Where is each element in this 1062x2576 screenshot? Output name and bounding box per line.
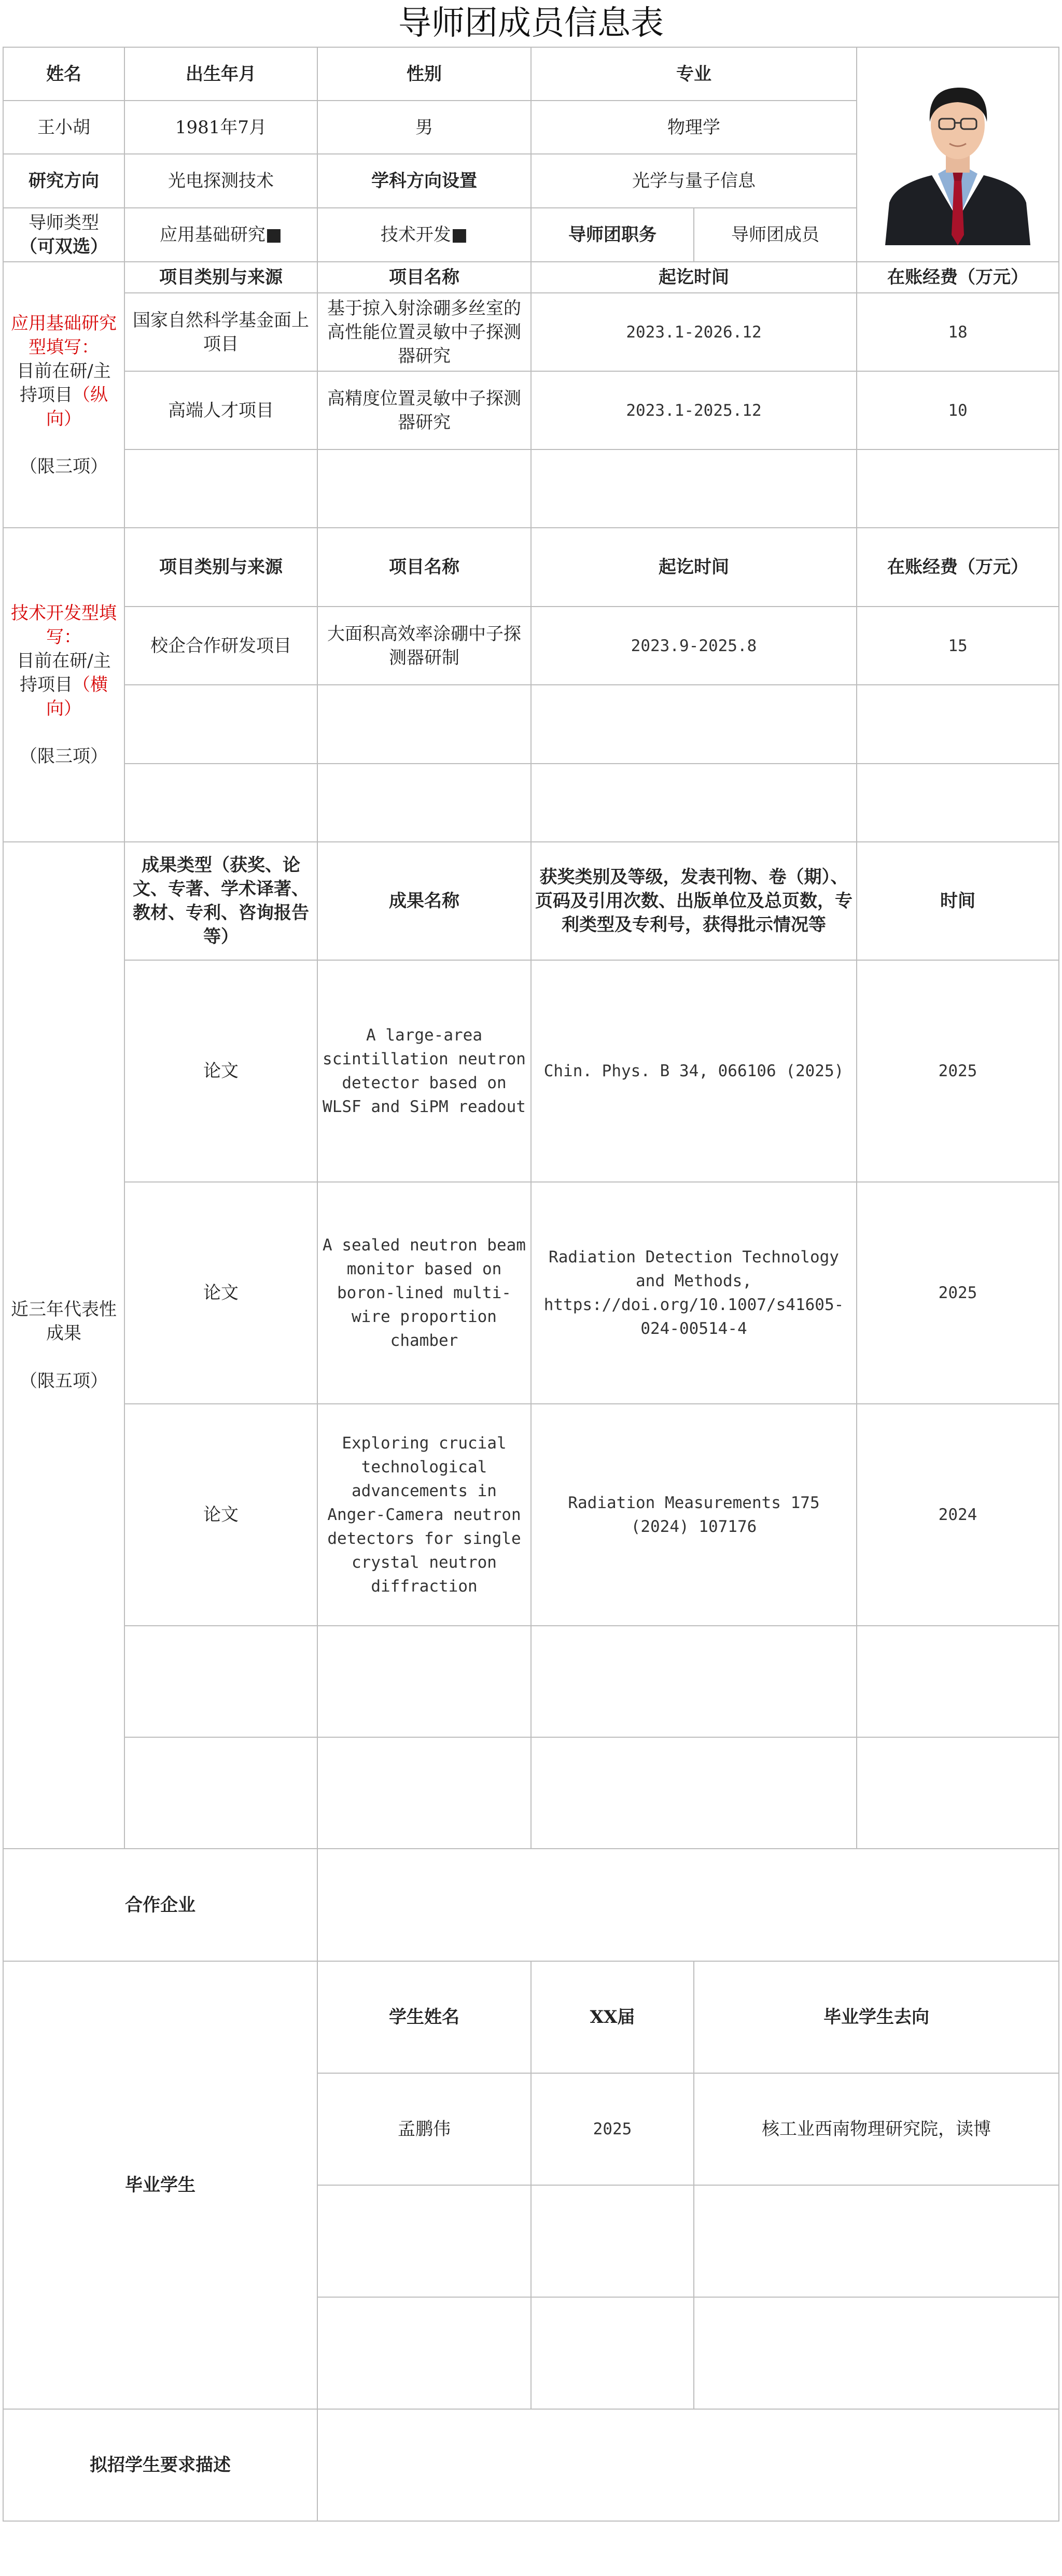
applied-col-funding: 在账经费（万元）: [857, 262, 1059, 293]
table-row-empty: [3, 1737, 1059, 1849]
achv-type: 论文: [124, 1404, 317, 1626]
gender-header: 性别: [317, 47, 531, 101]
mentor-type-note: （可双选）: [20, 236, 108, 257]
tech-col-funding: 在账经费（万元）: [857, 528, 1059, 607]
achv-name: Exploring crucial technological advancements in Anger-Camera neutron detectors for single crystal neutron diffraction: [317, 1404, 531, 1626]
discipline-header: 学科方向设置: [317, 154, 531, 208]
table-row-empty: [3, 1626, 1059, 1737]
grad-destination: 核工业西南物理研究院，读博: [694, 2073, 1059, 2185]
applied-period: 2023.1-2026.12: [531, 293, 857, 371]
role-value: 导师团成员: [694, 208, 857, 262]
table-row: [3, 960, 1059, 1182]
tech-col-name: 项目名称: [317, 528, 531, 607]
achv-type: 论文: [124, 960, 317, 1182]
table-row-empty: [3, 764, 1059, 842]
research-header: 研究方向: [3, 154, 124, 208]
applied-name: 高精度位置灵敏中子探测器研究: [317, 371, 531, 449]
graduates-label: 毕业学生: [3, 1961, 317, 2409]
applied-name: 基于掠入射涂硼多丝室的高性能位置灵敏中子探测器研究: [317, 293, 531, 371]
table-row: [3, 293, 1059, 371]
applied-section-label: 应用基础研究 型填写： 目前在研/主 持项目（纵 向） （限三项）: [3, 262, 124, 528]
birth-value: 1981年7月: [124, 101, 317, 154]
mentor-type-label: 导师类型: [29, 213, 99, 233]
grad-name: 孟鹏伟: [317, 2073, 531, 2185]
achv-time: 2024: [857, 1404, 1059, 1626]
achv-col-name: 成果名称: [317, 842, 531, 960]
applied-col-period: 起讫时间: [531, 262, 857, 293]
grad-year: 2025: [531, 2073, 694, 2185]
achv-name: A sealed neutron beam monitor based on boron-lined multi-wire proportion chamber: [317, 1182, 531, 1404]
achv-col-time: 时间: [857, 842, 1059, 960]
portrait-photo-cell: [857, 47, 1059, 262]
tech-section-label: 技术开发型填 写： 目前在研/主 持项目（横 向） （限三项）: [3, 528, 124, 842]
achv-type: 论文: [124, 1182, 317, 1404]
table-row-empty: [3, 449, 1059, 528]
research-value: 光电探测技术: [124, 154, 317, 208]
gender-value: 男: [317, 101, 531, 154]
cooperation-value: [317, 1849, 1059, 1961]
table-row: [3, 1182, 1059, 1404]
requirements-label: 拟招学生要求描述: [3, 2409, 317, 2521]
achv-details: Radiation Measurements 175 (2024) 107176: [531, 1404, 857, 1626]
applied-period: 2023.1-2025.12: [531, 371, 857, 449]
tech-period: 2023.9-2025.8: [531, 607, 857, 685]
major-value: 物理学: [531, 101, 857, 154]
applied-source: 高端人才项目: [124, 371, 317, 449]
discipline-value: 光学与量子信息: [531, 154, 857, 208]
requirements-value: [317, 2409, 1059, 2521]
tech-col-source: 项目类别与来源: [124, 528, 317, 607]
table-row: [3, 371, 1059, 449]
grad-col-name: 学生姓名: [317, 1961, 531, 2073]
table-row-empty: [3, 685, 1059, 764]
applied-funding: 18: [857, 293, 1059, 371]
mentor-type-header: [3, 208, 124, 262]
achv-details: Chin. Phys. B 34, 066106 (2025): [531, 960, 857, 1182]
table-row: [3, 1404, 1059, 1626]
achv-col-details: 获奖类别及等级，发表刊物、卷（期）、页码及引用次数、出版单位及总页数，专利类型及专利号，获得批示情况等: [531, 842, 857, 960]
mentor-info-table: [3, 47, 1059, 2522]
grad-col-destination: 毕业学生去向: [694, 1961, 1059, 2073]
tech-col-period: 起讫时间: [531, 528, 857, 607]
tech-source: 校企合作研发项目: [124, 607, 317, 685]
major-header: 专业: [531, 47, 857, 101]
applied-col-name: 项目名称: [317, 262, 531, 293]
achv-details: Radiation Detection Technology and Methods, https://doi.org/10.1007/s41605-024-00514-4: [531, 1182, 857, 1404]
applied-col-source: 项目类别与来源: [124, 262, 317, 293]
applied-source: 国家自然科学基金面上项目: [124, 293, 317, 371]
achv-time: 2025: [857, 960, 1059, 1182]
type-applied-option: 应用基础研究■: [124, 208, 317, 262]
applied-funding: 10: [857, 371, 1059, 449]
grad-col-year: XX届: [531, 1961, 694, 2073]
name-value: 王小胡: [3, 101, 124, 154]
page-title: 导师团成员信息表: [398, 4, 664, 43]
tech-funding: 15: [857, 607, 1059, 685]
role-header: 导师团职务: [531, 208, 694, 262]
tech-name: 大面积高效率涂硼中子探测器研制: [317, 607, 531, 685]
table-row: [3, 607, 1059, 685]
achv-col-type: 成果类型（获奖、论文、专著、学术译著、教材、专利、咨询报告等）: [124, 842, 317, 960]
name-header: 姓名: [3, 47, 124, 101]
achievements-section-label: 近三年代表性成果 （限五项）: [3, 842, 124, 1849]
achv-name: A large-area scintillation neutron detector based on WLSF and SiPM readout: [317, 960, 531, 1182]
achv-time: 2025: [857, 1182, 1059, 1404]
portrait-photo: [880, 64, 1036, 245]
birth-header: 出生年月: [124, 47, 317, 101]
cooperation-label: 合作企业: [3, 1849, 317, 1961]
type-tech-option: 技术开发■: [317, 208, 531, 262]
